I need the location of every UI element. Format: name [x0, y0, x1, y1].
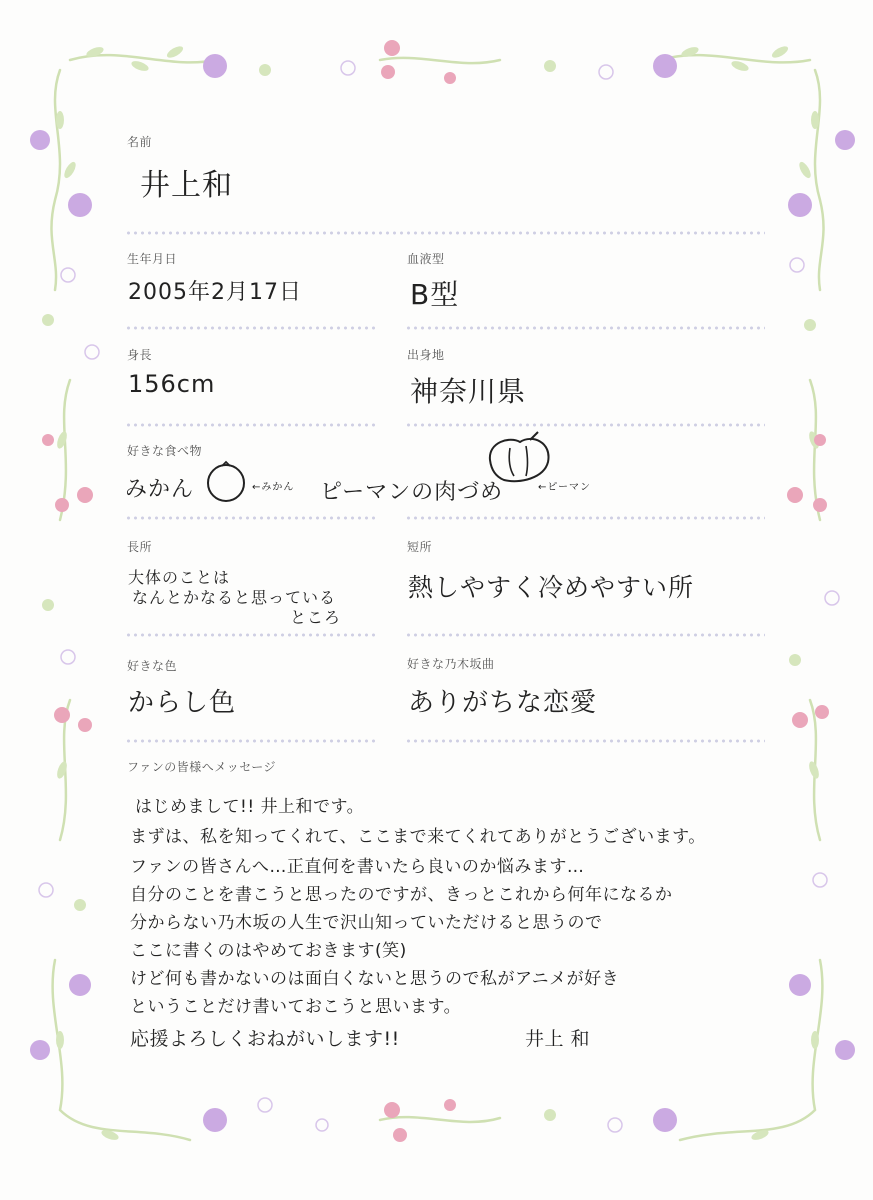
favorite-color-value: からし色 — [128, 688, 237, 718]
strength-line-3: ところ — [290, 608, 342, 627]
message-line: ファンの皆さんへ…正直何を書いたら良いのか悩みます… — [130, 857, 585, 877]
divider — [125, 738, 375, 744]
divider — [125, 230, 765, 236]
message-line: まずは、私を知ってくれて、ここまで来てくれてありがとうございます。 — [130, 827, 706, 847]
name-value: 井上和 — [140, 168, 233, 203]
message-line: 自分のことを書こうと思ったのですが、きっとこれから何年になるか — [130, 885, 673, 905]
favorite-song-label: 好きな乃木坂曲 — [407, 657, 495, 671]
height-label: 身長 — [127, 348, 153, 362]
divider — [125, 632, 375, 638]
pepper-doodle-note: ←ピーマン — [538, 482, 591, 493]
favorite-food-stuffed-pepper: ピーマンの肉づめ — [320, 480, 504, 505]
name-label: 名前 — [127, 135, 153, 149]
hometown-label: 出身地 — [407, 348, 445, 362]
favorite-food-mikan: みかん — [125, 477, 195, 502]
divider — [405, 515, 765, 521]
message-line: 応援よろしくおねがいします!! — [130, 1028, 400, 1050]
message-label: ファンの皆様へメッセージ — [127, 760, 277, 774]
message-line: はじめまして!! 井上和です。 — [135, 797, 365, 817]
divider — [405, 632, 765, 638]
favorite-song-value: ありがちな恋愛 — [408, 688, 598, 718]
hometown-value: 神奈川県 — [410, 375, 527, 408]
strength-label: 長所 — [127, 540, 153, 554]
blood-type-label: 血液型 — [407, 252, 445, 266]
weakness-label: 短所 — [407, 540, 433, 554]
divider — [405, 738, 765, 744]
favorite-color-label: 好きな色 — [127, 659, 178, 673]
mikan-doodle-note: ←みかん — [252, 482, 295, 493]
height-value: 156cm — [128, 370, 216, 398]
divider — [405, 422, 765, 428]
strength-line-2: なんとかなると思っている — [132, 588, 337, 607]
divider — [125, 422, 375, 428]
message-line: ここに書くのはやめておきます(笑) — [130, 941, 407, 961]
blood-type-value: B型 — [410, 278, 460, 311]
favorite-food-label: 好きな食べ物 — [127, 444, 203, 458]
birthday-label: 生年月日 — [127, 252, 178, 266]
message-signature: 井上 和 — [525, 1028, 591, 1050]
birthday-value: 2005年2月17日 — [128, 280, 302, 305]
strength-line-1: 大体のことは — [128, 568, 231, 587]
divider — [125, 515, 375, 521]
message-line: ということだけ書いておこうと思います。 — [130, 997, 462, 1017]
divider — [405, 325, 765, 331]
weakness-value: 熱しやすく冷めやすい所 — [408, 573, 695, 602]
divider — [125, 325, 375, 331]
message-line: 分からない乃木坂の人生で沢山知っていただけると思うので — [130, 913, 603, 933]
mikan-doodle — [200, 458, 260, 504]
message-line: けど何も書かないのは面白くないと思うので私がアニメが好き — [130, 969, 620, 989]
